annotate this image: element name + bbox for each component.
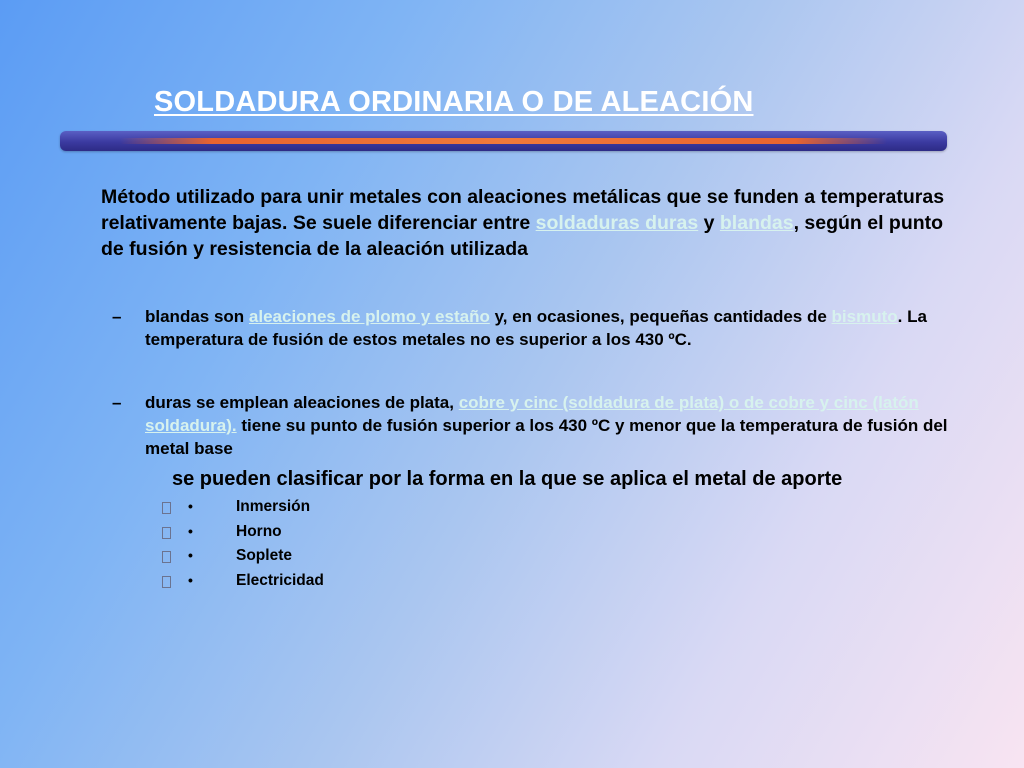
subpoint-blandas-text-3: . La temperatura de fusión de estos metales no es superior a los 430 ºC. xyxy=(145,307,927,349)
subpoint-duras xyxy=(112,391,952,460)
bullet-dot-icon: • xyxy=(188,572,193,589)
intro-paragraph xyxy=(101,184,961,262)
subpoint-blandas xyxy=(112,305,952,351)
link-blandas[interactable]: blandas xyxy=(719,212,794,234)
missing-glyph-box-icon xyxy=(162,576,171,588)
method-label: Soplete xyxy=(236,547,292,565)
bullet-dot-icon: • xyxy=(188,498,193,514)
subpoint-duras-text xyxy=(145,391,952,460)
method-label: Horno xyxy=(236,522,282,540)
missing-glyph-box-icon xyxy=(162,527,171,539)
link-bismuto[interactable]: bismuto xyxy=(831,307,898,326)
bullet-dot-icon: • xyxy=(188,522,193,539)
subpoint-duras-text-1: duras se emplean aleaciones de plata, xyxy=(145,393,459,412)
subpoint-blandas-text-2: y, en ocasiones, pequeñas cantidades de xyxy=(489,307,832,326)
dash-bullet: – xyxy=(112,307,122,326)
method-label: Inmersión xyxy=(236,498,311,515)
subpoint-blandas-text-1: blandas son xyxy=(145,307,249,326)
link-aleaciones-plomo-estano[interactable]: aleaciones de plomo y estaño xyxy=(248,307,490,326)
subpoint-blandas-text xyxy=(145,305,952,351)
method-label: Electricidad xyxy=(236,572,324,590)
dash-bullet: – xyxy=(112,393,122,412)
missing-glyph-box-icon xyxy=(162,551,171,563)
intro-text-3: , según el punto de fusión y resistencia de la aleación utilizada xyxy=(101,212,944,260)
link-cobre-cinc[interactable]: cobre y cinc (soldadura de plata) o de cobre y cinc (latón soldadura). xyxy=(145,393,919,435)
missing-glyph-box-icon xyxy=(162,502,171,514)
classification-heading: se pueden clasificar por la forma en la que se aplica el metal de aporte xyxy=(172,468,843,490)
intro-text-2: y xyxy=(698,212,720,234)
bullet-dot-icon: • xyxy=(188,547,193,564)
title-divider-bar xyxy=(60,131,947,151)
slide-title: SOLDADURA ORDINARIA O DE ALEACIÓN xyxy=(154,86,754,118)
link-soldaduras-duras[interactable]: soldaduras duras xyxy=(535,212,699,234)
intro-text-1: Método utilizado para unir metales con aleaciones metálicas que se funden a temperaturas relativamente bajas. Se suele diferenciar entre xyxy=(101,186,945,234)
title-divider-glow xyxy=(120,138,887,144)
subpoint-duras-text-2: tiene su punto de fusión superior a los 430 ºC y menor que la temperatura de fusión del metal base xyxy=(145,416,948,458)
